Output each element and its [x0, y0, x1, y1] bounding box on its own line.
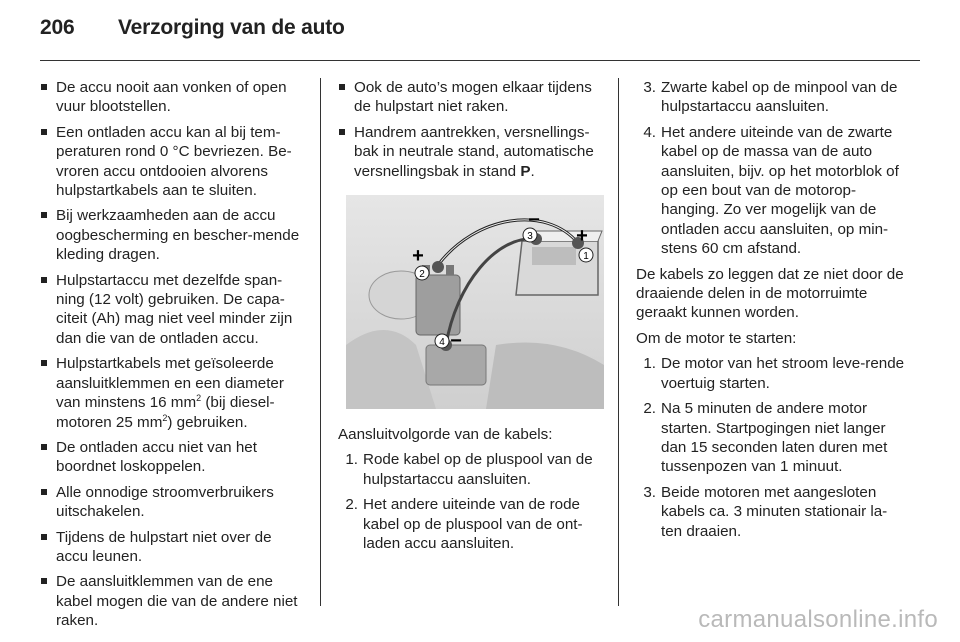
- list-item: Ook de auto’s mogen elkaar tijdens de hulpstart niet raken.: [338, 78, 606, 117]
- page-title: Verzorging van de auto: [118, 16, 345, 39]
- clamp: [432, 261, 444, 273]
- sentence-end: .: [530, 162, 535, 180]
- list-item: [338, 495, 606, 553]
- cable-spec-text: Hulpstartkabels met geïsoleerde aansluitklemmen en een diameter van minstens 16 mm: [56, 355, 284, 412]
- step-text: Rode kabel op de pluspool van de hulpstartaccu aansluiten.: [363, 451, 593, 488]
- cable-spec-text: (bij diesel-motoren 25 mm: [56, 394, 275, 431]
- cable-routing-note: De kabels zo leggen dat ze niet door de draaiende delen in de motorruimte geraakt kunnen worden.: [636, 265, 904, 322]
- connection-steps: [338, 450, 606, 553]
- step-text: De motor van het stroom leve-rende voertuig starten.: [661, 355, 905, 392]
- list-item: Alle onnodige stroomverbruikers uitschakelen.: [40, 483, 306, 522]
- safety-bullet-list: [40, 78, 306, 631]
- callout-number: 1: [583, 251, 589, 263]
- start-steps: [636, 354, 906, 541]
- column-divider-2: [618, 78, 619, 606]
- engine-bay-drawing: [346, 195, 604, 409]
- battery-label: [532, 247, 576, 265]
- column-2: [338, 78, 606, 559]
- minus-sign: −: [450, 330, 462, 353]
- column-1: [40, 78, 306, 637]
- list-item: Tijdens de hulpstart niet over de accu leunen.: [40, 528, 306, 567]
- jump-start-illustration: [346, 195, 604, 409]
- step-text: Na 5 minuten de andere motor starten. Startpogingen niet langer dan 15 seconden laten duren met tussenpozen van 1 minuut.: [661, 400, 888, 476]
- step-number: 3.: [643, 483, 656, 501]
- sequence-intro: Aansluitvolgorde van de kabels:: [338, 426, 553, 444]
- discharged-battery: [416, 275, 460, 335]
- callout-4: [435, 334, 449, 348]
- list-item: [338, 450, 606, 489]
- list-item: [338, 123, 606, 181]
- step-number: 2.: [643, 400, 656, 418]
- watermark[interactable]: carmanualsonline.info: [698, 606, 938, 633]
- start-intro: Om de motor te starten:: [636, 329, 797, 347]
- step-number: 2.: [345, 496, 358, 514]
- step-text: Het andere uiteinde van de zwarte kabel op de massa van de auto aansluiten, bijv. op het motorblok of op een bout van de motorop-hanging. Zo ver mogelijk van de ontladen accu aansluiten, op min-stens 60 cm afstand.: [661, 123, 899, 258]
- preparation-bullet-list: [338, 78, 606, 181]
- list-item: [636, 399, 906, 477]
- superscript: 2: [162, 412, 168, 423]
- header-rule: [40, 60, 920, 61]
- plus-sign: +: [412, 245, 424, 268]
- minus-sign: −: [528, 209, 540, 232]
- cable-spec-text: ) gebruiken.: [167, 413, 248, 431]
- list-item: [636, 354, 906, 393]
- list-item: De aansluitklemmen van de ene kabel mogen die van de andere niet raken.: [40, 572, 306, 630]
- step-number: 4.: [643, 123, 656, 141]
- column-divider-1: [320, 78, 321, 606]
- plus-sign: +: [576, 225, 588, 248]
- list-item: De ontladen accu niet van het boordnet loskoppelen.: [40, 438, 306, 477]
- callout-number: 2: [419, 269, 425, 281]
- gear-position: P: [520, 162, 531, 180]
- step-number: 1.: [345, 451, 358, 469]
- list-item: [40, 354, 306, 432]
- list-item: [636, 483, 906, 541]
- step-number: 3.: [643, 79, 656, 96]
- callout-number: 4: [439, 337, 445, 349]
- handbrake-text: Handrem aantrekken, versnellings-bak in neutrale stand, automatische versnellingsbak in stand: [354, 123, 594, 180]
- list-item: De accu nooit aan vonken of open vuur blootstellen.: [40, 78, 306, 117]
- page-number: 206: [40, 16, 75, 39]
- page-header: [40, 16, 345, 40]
- callout-1: [579, 248, 593, 262]
- callout-2: [415, 266, 429, 280]
- list-item: Hulpstartaccu met dezelfde span-ning (12 volt) gebruiken. De capa-citeit (Ah) mag niet veel minder zijn dan die van de ontladen accu.: [40, 271, 306, 349]
- superscript: 2: [196, 393, 202, 404]
- step-text: Zwarte kabel op de minpool van de hulpstartaccu aansluiten.: [661, 79, 898, 116]
- step-text: Beide motoren met aangesloten kabels ca. 3 minuten stationair la-ten draaien.: [661, 483, 888, 540]
- callout-number: 3: [527, 231, 533, 243]
- step-text: Het andere uiteinde van de rode kabel op de pluspool van de ont-laden accu aansluiten.: [363, 496, 583, 553]
- list-item: [636, 78, 906, 117]
- column-3: [636, 78, 906, 547]
- battery-terminal: [446, 265, 454, 275]
- list-item: [636, 123, 906, 259]
- step-number: 1.: [643, 355, 656, 373]
- list-item: Een ontladen accu kan al bij tem-peraturen rond 0 °C bevriezen. Be-vroren accu ontdooien alvorens hulpstartkabels aan te sluiten.: [40, 123, 306, 201]
- connection-steps-continued: [636, 78, 906, 259]
- list-item: Bij werkzaamheden aan de accu oogbescherming en bescher-mende kleding dragen.: [40, 206, 306, 264]
